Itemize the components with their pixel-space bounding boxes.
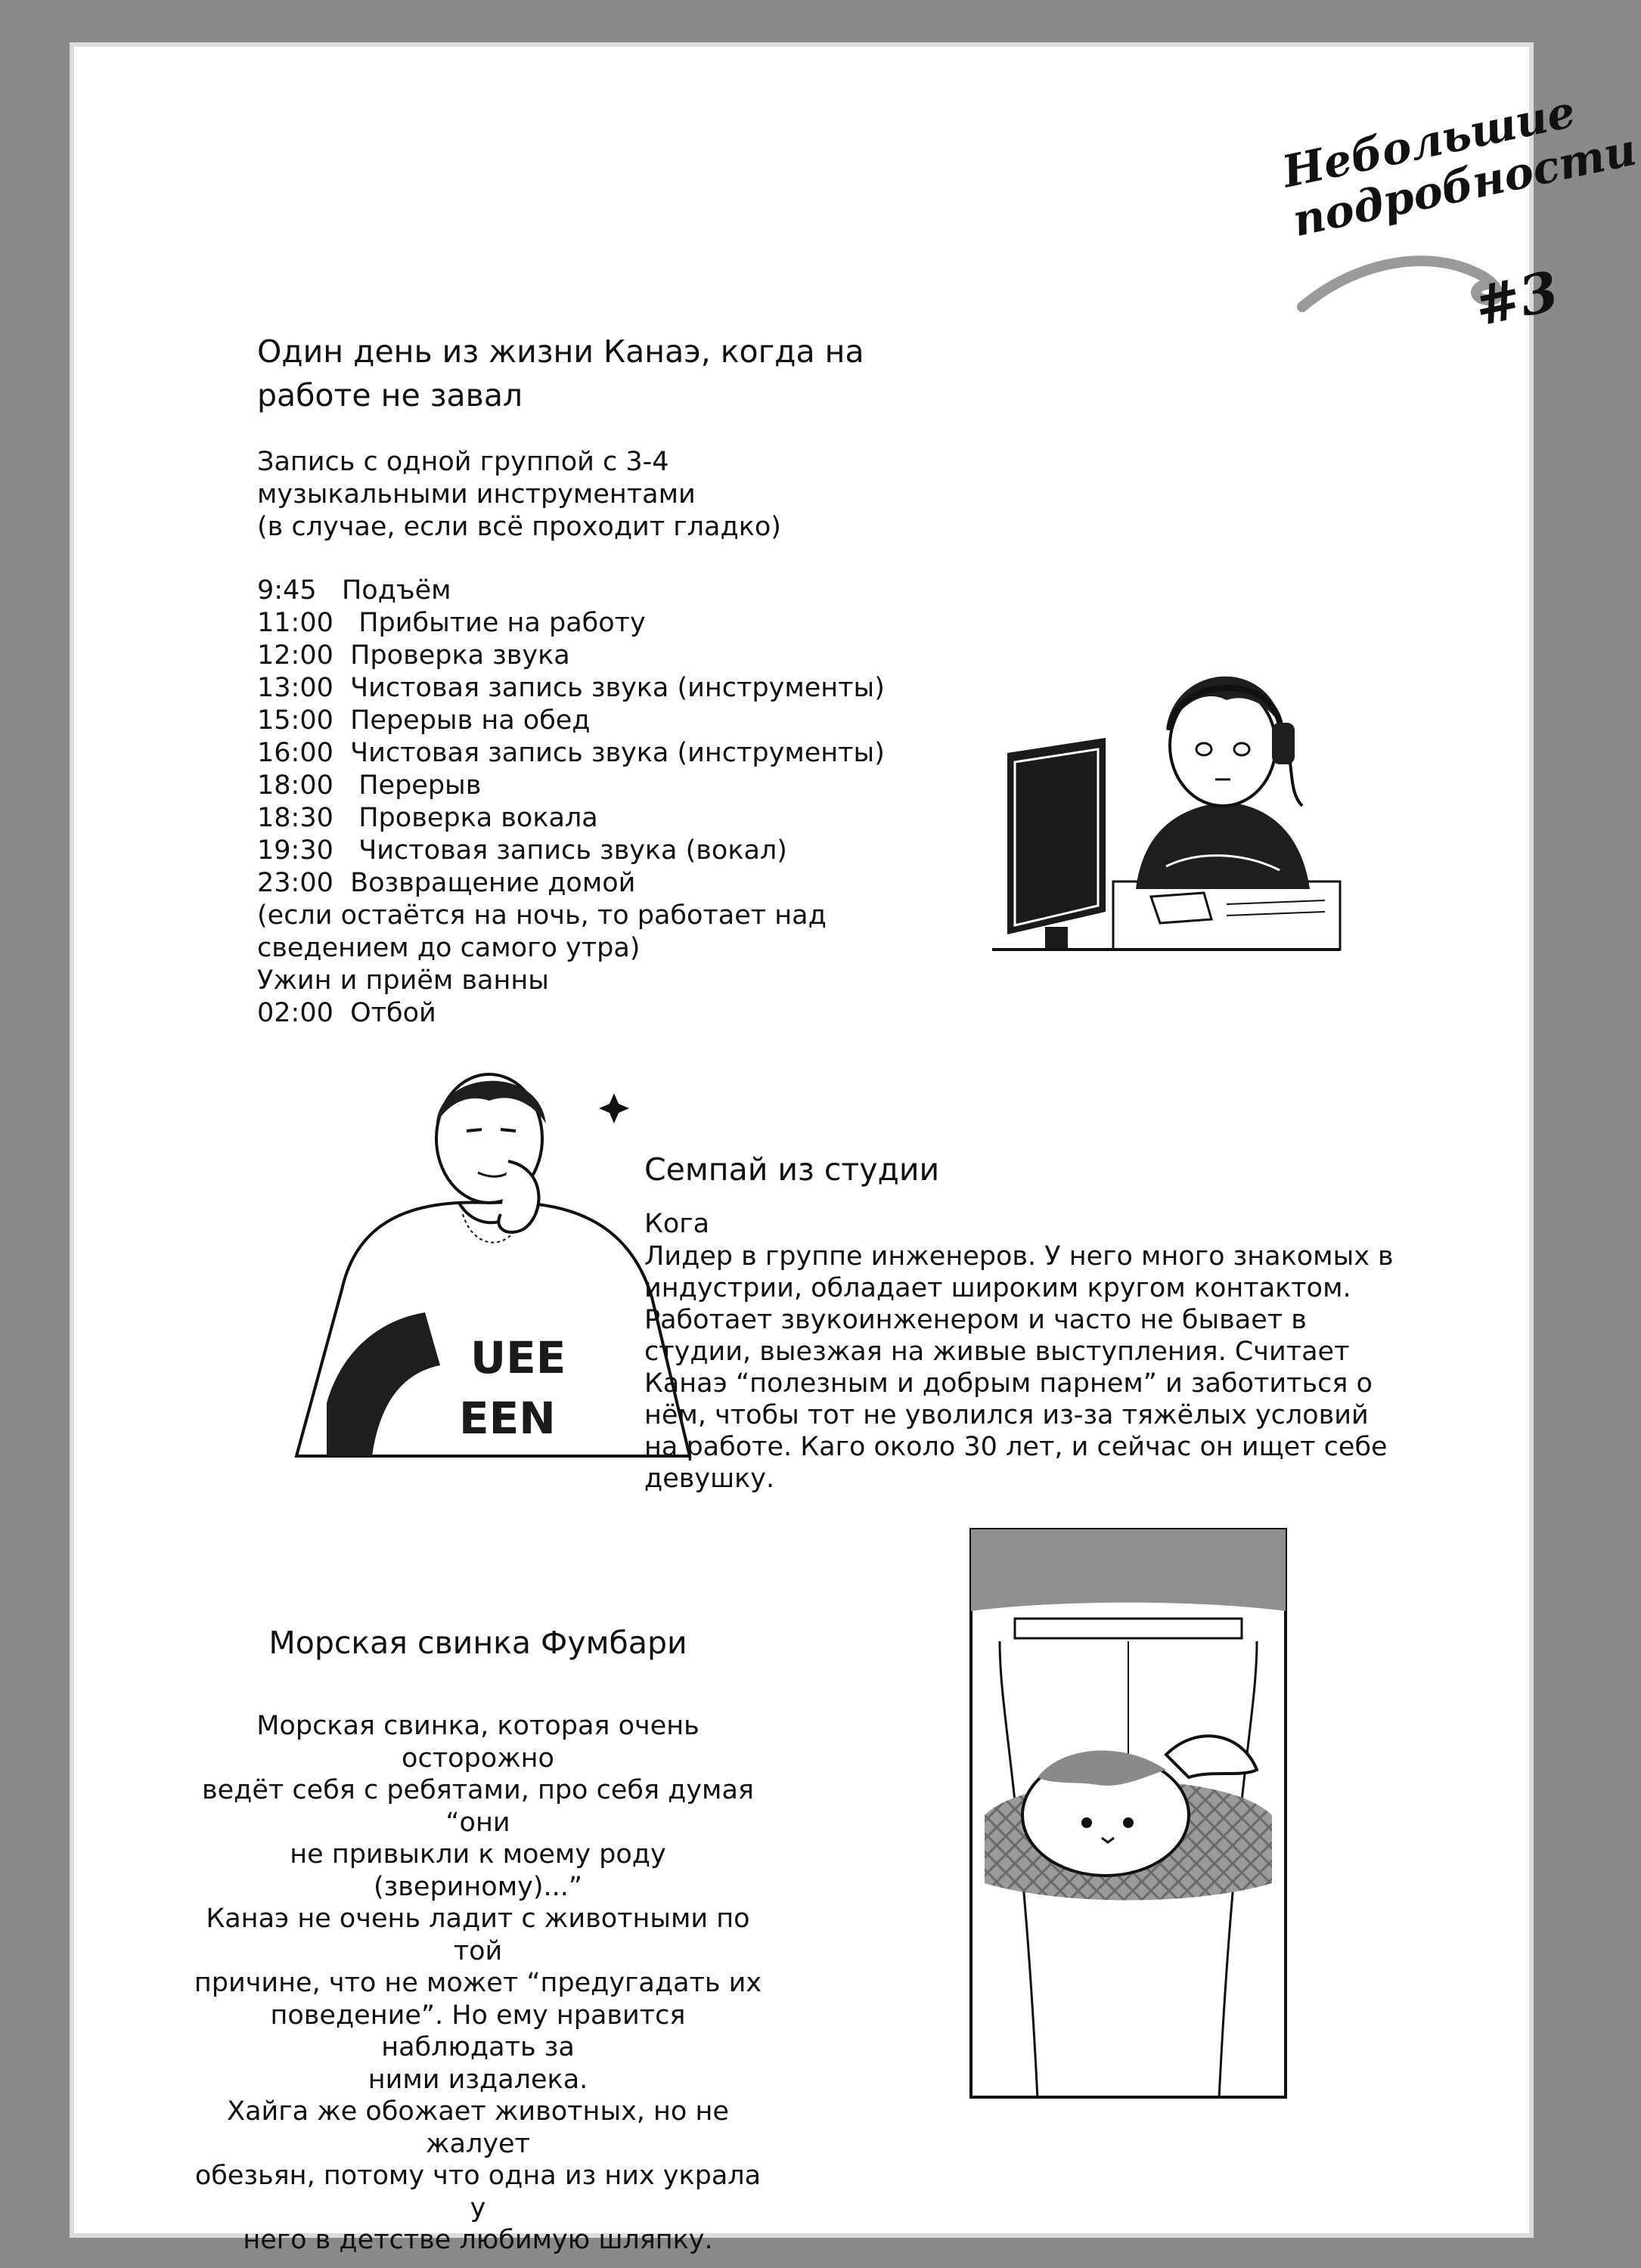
- schedule-item: 16:00 Чистовая запись звука (инструменты): [257, 738, 885, 768]
- schedule-item: 02:00 Отбой: [257, 998, 436, 1028]
- schedule-list: [257, 575, 885, 1030]
- schedule-item: 19:30 Чистовая запись звука (вокал): [257, 835, 787, 866]
- schedule-item: 23:00 Возвращение домой: [257, 868, 636, 898]
- senpai-name: Кога: [644, 1209, 710, 1239]
- day-section-subtitle: Запись с одной группой с 3-4 музыкальными инструментами (в случае, если всё проходит гладко): [257, 447, 781, 542]
- schedule-item: 9:45 Подъём: [257, 575, 451, 606]
- schedule-item: 12:00 Проверка звука: [257, 640, 570, 671]
- schedule-item: 18:30 Проверка вокала: [257, 803, 598, 833]
- schedule-item: 11:00 Прибытие на работу: [257, 608, 646, 638]
- pig-section-title: Морская свинка Фумбари: [268, 1625, 687, 1661]
- schedule-item: (если остаётся на ночь, то работает над: [257, 900, 827, 931]
- schedule-item: Ужин и приём ванны: [257, 965, 549, 996]
- guinea-pig-panel-illustration: [969, 1528, 1287, 2099]
- pig-body: Морская свинка, которая очень осторожно ведёт себя с ребятами, про себя думая “они не привыкли к моему роду (звериному)...” Канаэ не очень ладит с животными по той причине, что не может “предугадать их поведение”. Но ему нравится наблюдать за ними издалека. Хайга же обожает животных, но не жалует обезьян, потому что одна из них украла у него в детстве любимую шляпку.: [194, 1711, 762, 2255]
- senpai-section-title: Семпай из студии: [644, 1151, 940, 1188]
- schedule-item: 15:00 Перерыв на обед: [257, 705, 591, 736]
- koga-illustration: [296, 1048, 705, 1471]
- schedule-item: сведением до самого утра): [257, 933, 641, 963]
- shirt-text-line1: UEE: [470, 1332, 566, 1383]
- kanae-at-desk-illustration: [985, 617, 1348, 965]
- schedule-item: 18:00 Перерыв: [257, 770, 482, 801]
- header-title: Небольшие подробности: [1277, 85, 1641, 247]
- shirt-text-line2: EEN: [459, 1393, 556, 1444]
- senpai-body: Лидер в группе инженеров. У него много знакомых в индустрии, обладает широким кругом контактом. Работает звукоинженером и часто не бывает в студии, выезжая на живые выступления. Считает Канаэ “полезным и добрым парнем” и заботиться о нём, чтобы тот не уволился из-за тяжёлых условий на работе. Каго около 30 лет, и сейчас он ищет себе девушку.: [644, 1241, 1394, 1494]
- header-number: #3: [1469, 258, 1565, 339]
- schedule-item: 13:00 Чистовая запись звука (инструменты): [257, 673, 885, 703]
- manga-page: [70, 42, 1641, 2255]
- day-section-title: Один день из жизни Канаэ, когда на работе не завал: [257, 333, 864, 414]
